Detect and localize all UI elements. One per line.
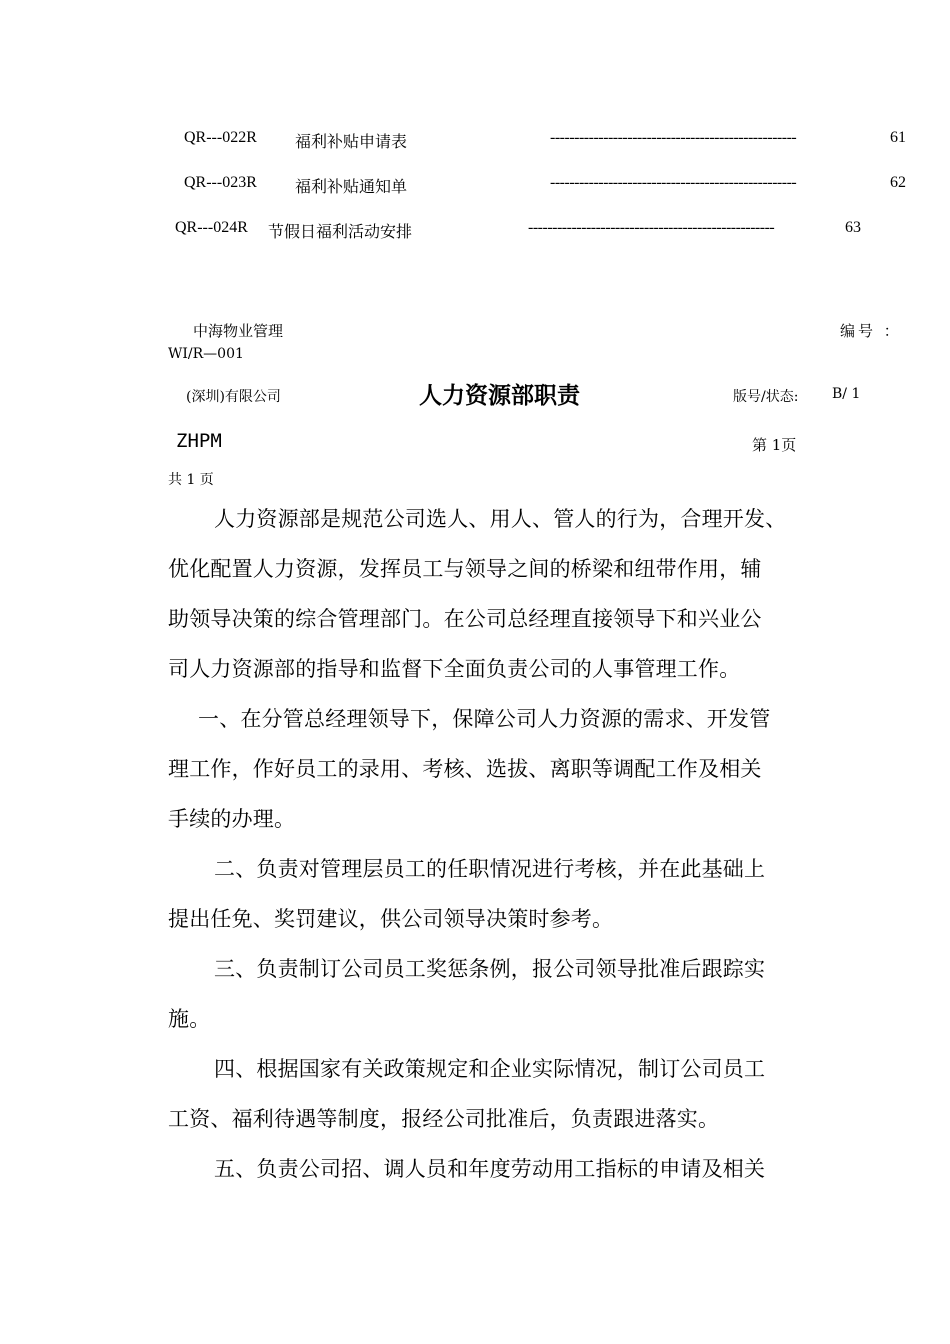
page-total: 共 1 页 (168, 472, 214, 488)
toc-leader: --------------------------------------------------- (528, 219, 775, 236)
company-name-line2: (深圳)有限公司 (186, 389, 281, 405)
document-title: 人力资源部职责 (419, 383, 580, 409)
body-line: 助领导决策的综合管理部门。在公司总经理直接领导下和兴业公 (168, 607, 762, 631)
page-number: 第 1页 (752, 436, 797, 454)
body-line: 二、负责对管理层员工的任职情况进行考核，并在此基础上 (214, 857, 766, 881)
toc-code: QR---022R (184, 129, 257, 146)
toc-title: 节假日福利活动安排 (268, 224, 413, 241)
toc-code: QR---023R (184, 174, 257, 191)
body-line: 提出任免、奖罚建议，供公司领导决策时参考。 (168, 907, 614, 931)
document-code-value: WI/R—001 (168, 346, 244, 362)
body-line: 手续的办理。 (168, 807, 296, 831)
version-label: 版号/状态: (733, 389, 799, 405)
body-line: 施。 (168, 1007, 211, 1031)
company-abbreviation: ZHPM (176, 430, 222, 452)
body-line: 优化配置人力资源，发挥员工与领导之间的桥梁和纽带作用，辅 (168, 557, 762, 581)
document-code-label: 编号 ： (840, 322, 902, 340)
body-line: 司人力资源部的指导和监督下全面负责公司的人事管理工作。 (168, 657, 741, 681)
body-line: 一、在分管总经理领导下，保障公司人力资源的需求、开发管 (198, 707, 771, 731)
body-line: 四、根据国家有关政策规定和企业实际情况，制订公司员工 (214, 1057, 766, 1081)
toc-title: 福利补贴申请表 (295, 134, 408, 151)
body-line: 理工作，作好员工的录用、考核、选拔、离职等调配工作及相关 (168, 757, 762, 781)
company-name-line1: 中海物业管理 (193, 322, 284, 340)
version-value: B/ 1 (832, 386, 861, 402)
toc-code: QR---024R (175, 219, 248, 236)
toc-leader: --------------------------------------------------- (550, 174, 797, 191)
body-line: 三、负责制订公司员工奖惩条例，报公司领导批准后跟踪实 (214, 957, 766, 981)
body-line: 工资、福利待遇等制度，报经公司批准后，负责跟进落实。 (168, 1107, 720, 1131)
toc-page: 61 (890, 129, 906, 146)
toc-page: 63 (845, 219, 861, 236)
toc-leader: --------------------------------------------------- (550, 129, 797, 146)
toc-title: 福利补贴通知单 (295, 179, 408, 196)
body-line: 五、负责公司招、调人员和年度劳动用工指标的申请及相关 (214, 1157, 766, 1181)
toc-page: 62 (890, 174, 906, 191)
body-line: 人力资源部是规范公司选人、用人、管人的行为，合理开发、 (214, 507, 787, 531)
